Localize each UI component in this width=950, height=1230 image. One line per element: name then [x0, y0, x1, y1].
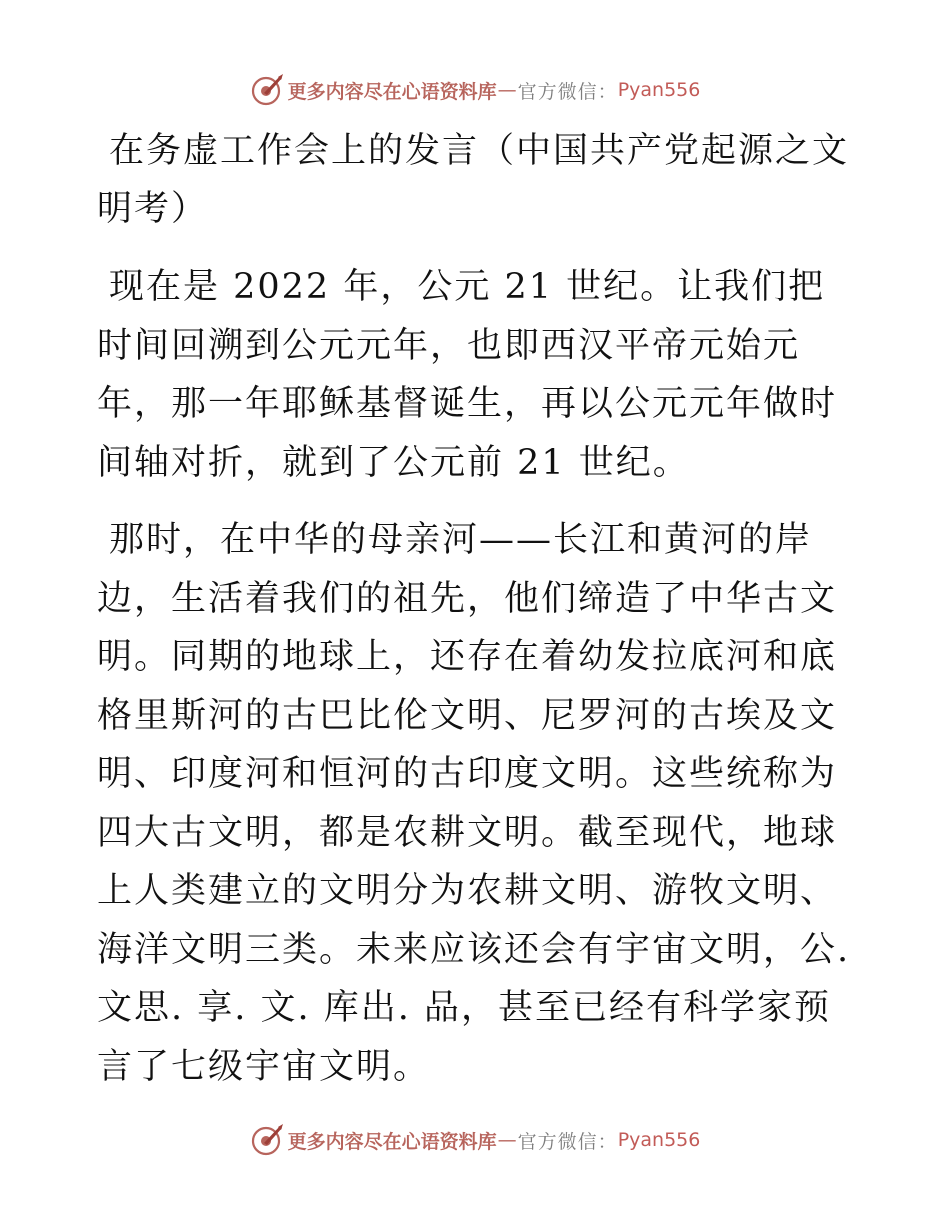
document-title: 在务虚工作会上的发言（中国共产党起源之文明考） — [97, 131, 850, 229]
watermark-label: 官方微信： — [517, 80, 618, 103]
quill-pen-seal-icon — [250, 1123, 284, 1157]
paragraph-1: 现在是 2022 年，公元 21 世纪。让我们把时间回溯到公元元年，也即西汉平帝元始元年，那一年耶稣基督诞生，再以公元元年做时间轴对折，就到了公元前 21 世纪。 — [97, 267, 838, 483]
footer-watermark — [0, 1120, 950, 1160]
watermark-label: 官方微信： — [517, 1130, 618, 1153]
watermark-account: Pyan556 — [617, 79, 701, 101]
watermark-text: 更多内容尽在心语资料库 — [287, 1130, 497, 1153]
watermark-separator: — — [497, 79, 517, 101]
watermark-text: 更多内容尽在心语资料库 — [287, 80, 497, 103]
header-watermark — [0, 70, 950, 110]
paragraph-2: 那时，在中华的母亲河——长江和黄河的岸边，生活着我们的祖先，他们缔造了中华古文明。同期的地球上，还存在着幼发拉底河和底格里斯河的古巴比伦文明、尼罗河的古埃及文明、印度河和恒河的古印度文明。这些统称为四大古文明，都是农耕文明。截至现代，地球上人类建立的文明分为农耕文明、游牧文明、海洋文明三类。未来应该还会有宇宙文明，公. 文思. 享. 文. 库出. 品，甚至已经有科学家预言了七级宇宙文明。 — [97, 520, 851, 1087]
document-body — [97, 122, 857, 1115]
quill-pen-seal-icon — [250, 73, 284, 107]
watermark-separator: — — [497, 1129, 517, 1151]
watermark-account: Pyan556 — [617, 1129, 701, 1151]
